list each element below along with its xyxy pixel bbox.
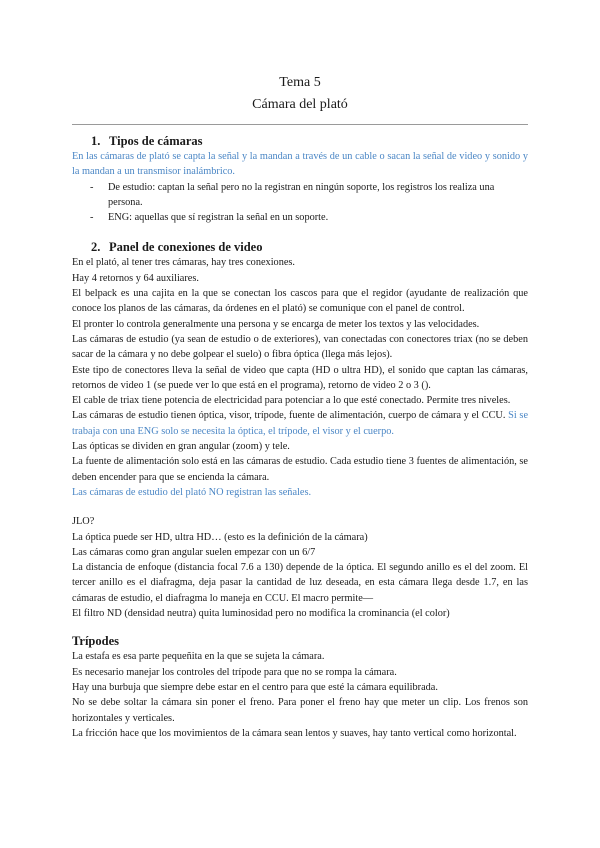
- dash-bullet: -: [90, 181, 94, 193]
- paragraph: Las cámaras de estudio tienen óptica, visor, trípode, fuente de alimentación, cuerpo de cámara y el CCU. Si se trabaja con una ENG solo se necesita la óptica, el trípode, el visor y el cuerpo.: [72, 410, 529, 437]
- document-page: [72, 72, 528, 741]
- dash-bullet: -: [90, 212, 94, 224]
- section-heading-tripodes: Trípodes: [72, 634, 119, 649]
- highlighted-note: Las cámaras de estudio del plató NO registran las señales.: [72, 486, 312, 498]
- paragraph: El pronter lo controla generalmente una persona y se encarga de meter los textos y las velocidades.: [72, 318, 480, 330]
- paragraph: El cable de triax tiene potencia de electricidad para potenciar a lo que esté conectado. Permite tres niveles.: [72, 395, 511, 407]
- paragraph: Las cámaras como gran angular suelen empezar con un 6/7: [72, 546, 316, 558]
- paragraph: Las ópticas se dividen en gran angular (zoom) y tele.: [72, 441, 290, 453]
- jlo-heading: JLO?: [72, 516, 95, 528]
- paragraph: La óptica puede ser HD, ultra HD… (esto es la definición de la cámara): [72, 531, 368, 543]
- paragraph: La distancia de enfoque (distancia focal 7.6 a 130) depende de la óptica. El segundo anillo es el del zoom. El tercer anillo es el diafragma, deja pasar la cantidad de luz deseada, en esta cámara llega desde 1.7, en las cámaras de estudio, el diafragma lo maneja en CCU. El macro permite—: [72, 562, 528, 604]
- paragraph: Las cámaras de estudio (ya sean de estudio o de exteriores), van conectadas con conectores triax (no se deben sacar de la cámara y no debe golpear el suelo) o fibra óptica (llega más lejos).: [72, 333, 528, 361]
- camera-types-list: [72, 180, 528, 226]
- paragraph: El filtro ND (densidad neutra) quita luminosidad pero no modifica la crominancia (el color): [72, 608, 450, 620]
- title-divider: [72, 124, 528, 125]
- section-title: Panel de conexiones de video: [109, 240, 263, 255]
- document-subtitle: Cámara del plató: [252, 97, 348, 112]
- paragraph: Este tipo de conectores lleva la señal de video que capta (HD o ultra HD), el sonido que captan las cámaras, retornos de video 1 (se puede ver lo que está en el programa), retorno de video 2 o 3 ().: [72, 364, 528, 391]
- section-title: Tipos de cámaras: [109, 134, 203, 148]
- topic-title: Tema 5: [279, 75, 321, 90]
- highlighted-note: Si se trabaja con una ENG solo se necesita la óptica, el trípode, el visor y el cuerpo.: [72, 410, 529, 437]
- paragraph: El belpack es una cajita en la que se conectan los cascos para que el regidor (ayudante de realización que conoce los planos de las cámaras, da órdenes en el plató) se comunique con el panel de control.: [72, 288, 528, 315]
- paragraph: No se debe soltar la cámara sin poner el freno. Para poner el freno hay que meter un clip. Los frenos son horizontales y verticales.: [72, 697, 528, 724]
- paragraph: Es necesario manejar los controles del trípode para que no se rompa la cámara.: [72, 666, 397, 678]
- list-item: - De estudio: captan la señal pero no la registran en ningún soporte, los registros los realiza una persona.: [90, 181, 495, 208]
- paragraph: La estafa es esa parte pequeñita en la que se sujeta la cámara.: [72, 651, 325, 663]
- paragraph: Hay 4 retornos y 64 auxiliares.: [72, 272, 199, 284]
- list-item: - ENG: aquellas que sí registran la señal en un soporte.: [72, 210, 528, 225]
- section-number: 2.: [91, 240, 101, 255]
- paragraph: Hay una burbuja que siempre debe estar en el centro para que esté la cámara equilibrada.: [72, 681, 438, 693]
- section-heading-panel: [72, 239, 528, 255]
- paragraph: La fuente de alimentación solo está en las cámaras de estudio. Cada estudio tiene 3 fuentes de alimentación, se deben encender para que se encienda la cámara.: [72, 456, 528, 483]
- section-heading-tipos: [72, 133, 528, 149]
- section1-intro: En las cámaras de plató se capta la señal y la mandan a través de un cable o sacan la señal de video y sonido y la mandan a un transmisor inalámbrico.: [72, 151, 528, 178]
- section-number: 1.: [91, 134, 101, 148]
- paragraph: En el plató, al tener tres cámaras, hay tres conexiones.: [72, 257, 296, 269]
- paragraph: La fricción hace que los movimientos de la cámara sean lentos y suaves, hay tanto vertical como horizontal.: [72, 727, 517, 739]
